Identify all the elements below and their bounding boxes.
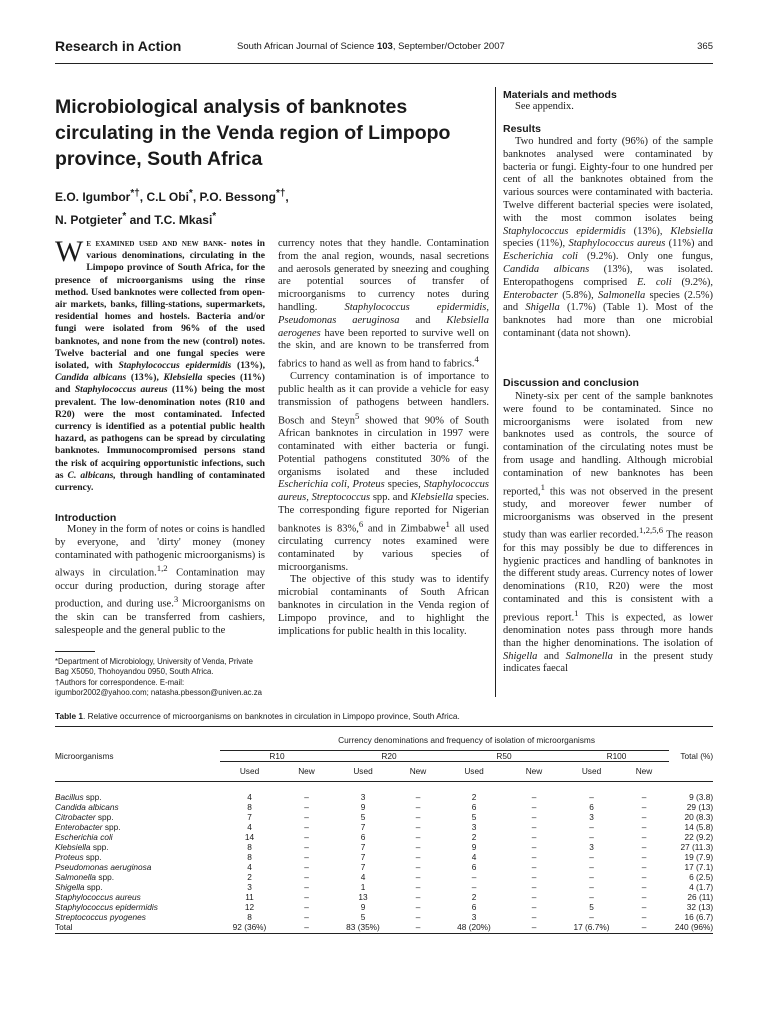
count-cell: – bbox=[304, 821, 309, 832]
count-cell: 17 (6.7%) bbox=[573, 921, 610, 932]
count-cell: – bbox=[415, 891, 421, 902]
footnotes bbox=[55, 657, 265, 699]
count-cell: 4 bbox=[471, 851, 477, 862]
count-cell: – bbox=[415, 911, 421, 922]
total-cell: 16 (6.7) bbox=[684, 911, 714, 922]
count-cell: 4 bbox=[360, 871, 366, 882]
count-cell: – bbox=[415, 861, 421, 872]
count-cell: 4 bbox=[247, 861, 252, 872]
drop-cap: W bbox=[55, 235, 84, 268]
count-cell: 11 bbox=[245, 891, 254, 902]
count-cell: – bbox=[531, 921, 537, 932]
count-cell: 9 bbox=[360, 801, 366, 812]
count-cell: 2 bbox=[471, 891, 477, 902]
organism-name: Klebsiella spp. bbox=[55, 841, 109, 852]
header-new: New bbox=[619, 761, 669, 781]
count-cell: 9 bbox=[471, 841, 477, 852]
count-cell: – bbox=[304, 921, 309, 932]
running-head bbox=[55, 38, 713, 58]
organism-name: Staphylococcus aureus bbox=[55, 891, 141, 902]
count-cell: – bbox=[641, 801, 647, 812]
header-used: Used bbox=[444, 761, 504, 781]
table-spanner: Currency denominations and frequency of isolation of microorganisms bbox=[338, 734, 595, 745]
count-cell: – bbox=[531, 851, 537, 862]
count-cell: – bbox=[531, 821, 537, 832]
organism-name: Citrobacter spp. bbox=[55, 811, 114, 822]
organism-name: Proteus spp. bbox=[55, 851, 102, 862]
total-cell: 19 (7.9) bbox=[684, 851, 714, 862]
count-cell: 7 bbox=[360, 821, 366, 832]
header-microorganisms: Microorganisms bbox=[55, 750, 114, 761]
count-cell: – bbox=[641, 901, 647, 912]
count-cell: – bbox=[589, 821, 594, 832]
count-cell: – bbox=[304, 851, 309, 862]
count-cell: – bbox=[415, 901, 421, 912]
count-cell: 6 bbox=[471, 861, 477, 872]
organism-name: Escherichia coli bbox=[55, 831, 113, 842]
journal-citation: South African Journal of Science 103, September/October 2007 bbox=[237, 41, 505, 52]
results-text: Two hundred and forty (96%) of the sample banknotes analysed were contaminated by bacteria or fungi. Eighty-four to one hundred per cent of all the banknotes obtained from the various sources were contaminated with bacteria. Twelve different bacterial species were isolated, with the most common isolates being Staphylococcus epidermidis (13%), Klebsiella species (11%), Staphylococcus aureus (11%) and Escherichia coli (9.2%). Only one fungus, Candida albicans (13%), was isolated. Enteropathogens comprised E. coli (9.2%), Enterobacter (5.8%), Salmonella species (2.5%) and Shigella (1.7%) (Table 1). Most of the banknotes had more than one microbial contaminant (data not shown). bbox=[503, 136, 714, 339]
count-cell: 5 bbox=[589, 901, 594, 912]
count-cell: – bbox=[415, 841, 421, 852]
organism-name: Shigella spp. bbox=[55, 881, 103, 892]
count-cell: – bbox=[304, 811, 309, 822]
header-r50: R50 bbox=[444, 750, 564, 761]
count-cell: 8 bbox=[247, 801, 252, 812]
count-cell: – bbox=[641, 831, 647, 842]
count-cell: 3 bbox=[360, 791, 366, 802]
count-cell: – bbox=[589, 791, 594, 802]
count-cell: 5 bbox=[360, 811, 366, 822]
count-cell: 4 bbox=[247, 821, 252, 832]
organism-name: Salmonella spp. bbox=[55, 871, 115, 882]
count-cell: – bbox=[531, 901, 537, 912]
count-cell: 14 bbox=[244, 831, 255, 842]
count-cell: – bbox=[304, 861, 309, 872]
organism-name: Candida albicans bbox=[55, 801, 119, 812]
count-cell: – bbox=[641, 871, 647, 882]
count-cell: – bbox=[641, 921, 647, 932]
header-used: Used bbox=[334, 761, 392, 781]
table-row bbox=[55, 892, 713, 902]
article-title: Microbiological analysis of banknotes circulating in the Venda region of Limpopo province, South Africa bbox=[55, 96, 451, 170]
count-cell: – bbox=[531, 891, 537, 902]
count-cell: – bbox=[531, 881, 537, 892]
count-cell: – bbox=[641, 821, 647, 832]
count-cell: 2 bbox=[471, 791, 477, 802]
count-cell: 6 bbox=[471, 901, 477, 912]
total-cell: 22 (9.2) bbox=[684, 831, 714, 842]
table-row bbox=[55, 862, 713, 872]
count-cell: – bbox=[304, 891, 309, 902]
data-table bbox=[55, 730, 713, 934]
total-cell: 32 (13) bbox=[686, 901, 714, 912]
count-cell: – bbox=[531, 911, 537, 922]
count-cell: – bbox=[415, 821, 421, 832]
table-row bbox=[55, 842, 713, 852]
count-cell: – bbox=[589, 911, 594, 922]
total-cell: 20 (8.3) bbox=[684, 811, 714, 822]
organism-name: Staphylococcus epidermidis bbox=[55, 901, 158, 912]
count-cell: 7 bbox=[360, 861, 366, 872]
count-cell: – bbox=[531, 811, 537, 822]
count-cell: – bbox=[589, 851, 594, 862]
count-cell: 8 bbox=[247, 911, 252, 922]
count-cell: – bbox=[589, 881, 594, 892]
header-used: Used bbox=[220, 761, 279, 781]
count-cell: 3 bbox=[589, 811, 594, 822]
count-cell: 7 bbox=[360, 841, 366, 852]
count-cell: – bbox=[304, 831, 309, 842]
count-cell: 3 bbox=[471, 911, 477, 922]
count-cell: 8 bbox=[247, 851, 252, 862]
discussion-text: Ninety-six per cent of the sample banknotes were found to be contaminated. Since no microorganisms were isolated from new banknotes used as controls, the source of contamination of the circulating notes must be from usage and handling. Although microbial contamination of new banknotes has been reported,$^1$ this was not observed in the present study, and moreover fewer number of microorganisms was observed in the present study than was earlier recorded.$^{1,2,5,6}$ The reason for this may possibly be due to differences in hygienic practices and handling of banknotes in the different study areas. Currency notes of lower denominations (R10, R20) were the most contaminated and this is consistent with a previous report.$^1$ This is expected, as lower denomination notes pass through more hands than the higher denominations. The isolation of Shigella and Salmonella in the present study indicates faecal bbox=[503, 391, 713, 675]
introduction-heading: Introduction bbox=[55, 512, 117, 524]
column-divider bbox=[495, 87, 496, 697]
count-cell: – bbox=[304, 871, 309, 882]
total-cell: 14 (5.8) bbox=[684, 821, 714, 832]
page-number: 365 bbox=[697, 41, 713, 52]
body-column-2: currency notes that they handle. Contamination from the anal region, wounds, nasal secretions and aerosols generated by sneezing and coughing are potential sources of transfer of microorganisms to currency notes during handling. Staphylococcus epidermidis, Pseudomonas aeruginosa and Klebsiella aerogenes have been reported to survive well on the skin, and are known to be transferred from fabrics to hand as well as from hand to fabrics.$^4$ Currency contamination is of importance to public health as it can provide a vehicle for easy transmission of pathogens between handlers. Bosch and Steyn$^5$ showed that 90% of South African banknotes in circulation in 1997 were contaminated with either bacteria or fungi. Potential pathogens constituted 30% of the organisms isolated and these included Escherichia coli, Proteus species, Staphylococcus aureus, Streptococcus spp. and Klebsiella species. The corresponding figure reported for Nigerian banknotes is 83%,$^6$ and in Zimbabwe$^1$ all used circulating currency notes examined were contaminated by various species of microorganisms. The objective of this study was to identify microbial contaminants of South African banknotes in circulation in the Venda region of Limpopo province, and to highlight the implications for public health in this locality. bbox=[278, 238, 490, 637]
count-cell: – bbox=[415, 801, 421, 812]
table-row bbox=[55, 902, 713, 912]
count-cell: 3 bbox=[589, 841, 594, 852]
section-label: Research in Action bbox=[55, 38, 182, 54]
count-cell: 5 bbox=[471, 811, 477, 822]
count-cell: 5 bbox=[360, 911, 366, 922]
organism-name: Streptococcus pyogenes bbox=[55, 911, 146, 922]
count-cell: 48 (20%) bbox=[457, 921, 491, 932]
count-cell: – bbox=[304, 911, 309, 922]
organism-name: Bacillus spp. bbox=[55, 791, 102, 802]
table-row bbox=[55, 912, 713, 922]
total-label: Total bbox=[55, 921, 73, 932]
table-row bbox=[55, 852, 713, 862]
table-bottom-rule bbox=[55, 933, 713, 934]
table-row bbox=[55, 792, 713, 802]
count-cell: – bbox=[304, 791, 309, 802]
correspondence-note: †Authors for correspondence. E-mail: igumbor2002@yahoo.com; natasha.pbesson@univen.ac.za bbox=[55, 678, 262, 697]
total-cell: 4 (1.7) bbox=[689, 881, 714, 892]
table-row bbox=[55, 802, 713, 812]
count-cell: – bbox=[589, 891, 594, 902]
count-cell: 13 bbox=[358, 891, 368, 902]
abstract: We examined used and new bank- notes in various denominations, circulating in the Limpopo province of South Africa, for the presence of microorganisms using the rinse method. Used banknotes were collected from open-air markets, banks, filling-stations, supermarkets, residential homes and hostels. Bacteria and/or fungi were isolated from 96% of the used banknotes, and none from the new (control) notes. Twelve bacterial and one fungal species were isolated, with Staphylococcus epidermidis (13%), Candida albicans (13%), Klebsiella species (11%) and Staphylococcus aureus (11%) being the most prevalent. The low-denomination notes (R10 and R20) were the most contaminated. Infected currency is identified as a potential public health hazard, as pathogens can be spread by circulating banknotes. Immunocompromised persons stand the risk of acquiring opportunistic infections, such as C. albicans, through handling of contaminated currency. bbox=[55, 235, 266, 494]
count-cell: – bbox=[304, 881, 309, 892]
count-cell: – bbox=[531, 861, 537, 872]
footnote-rule bbox=[55, 651, 95, 652]
affiliation-note: *Department of Microbiology, University of Venda, Private Bag X5050, Thohoyandou 0950, South Africa. bbox=[55, 657, 253, 676]
count-cell: 83 (35%) bbox=[346, 921, 380, 932]
count-cell: – bbox=[531, 831, 537, 842]
header-new: New bbox=[504, 761, 564, 781]
header-new: New bbox=[279, 761, 334, 781]
count-cell: 92 (36%) bbox=[232, 921, 267, 932]
count-cell: – bbox=[589, 861, 594, 872]
count-cell: – bbox=[304, 801, 309, 812]
count-cell: – bbox=[531, 841, 537, 852]
count-cell: – bbox=[415, 811, 421, 822]
count-cell: – bbox=[415, 921, 421, 932]
total-cell: 17 (7.1) bbox=[684, 861, 714, 872]
results-heading: Results bbox=[503, 123, 541, 135]
table-row bbox=[55, 832, 713, 842]
table-row bbox=[55, 872, 713, 882]
methods-heading: Materials and methods bbox=[503, 89, 617, 101]
count-cell: – bbox=[641, 861, 647, 872]
count-cell: – bbox=[304, 901, 309, 912]
count-cell: – bbox=[471, 871, 477, 882]
count-cell: – bbox=[415, 881, 421, 892]
total-cell: 29 (13) bbox=[686, 801, 714, 812]
count-cell: – bbox=[415, 791, 421, 802]
count-cell: – bbox=[641, 811, 647, 822]
header-rule bbox=[55, 63, 713, 64]
total-cell: 6 (2.5) bbox=[689, 871, 714, 882]
count-cell: 6 bbox=[589, 801, 594, 812]
count-cell: – bbox=[531, 801, 537, 812]
header-total: Total (%) bbox=[680, 750, 714, 761]
count-cell: 1 bbox=[360, 881, 366, 892]
total-cell: 26 (11) bbox=[687, 891, 714, 902]
count-cell: – bbox=[641, 851, 647, 862]
count-cell: – bbox=[471, 881, 477, 892]
count-cell: 9 bbox=[360, 901, 366, 912]
count-cell: – bbox=[641, 791, 647, 802]
total-cell: 9 (3.8) bbox=[689, 791, 714, 802]
count-cell: 3 bbox=[247, 881, 252, 892]
count-cell: – bbox=[415, 851, 421, 862]
count-cell: – bbox=[531, 871, 537, 882]
count-cell: 2 bbox=[247, 871, 252, 882]
count-cell: – bbox=[589, 871, 594, 882]
table-total-row bbox=[55, 922, 713, 932]
count-cell: 6 bbox=[471, 801, 477, 812]
count-cell: – bbox=[531, 791, 537, 802]
count-cell: 3 bbox=[471, 821, 477, 832]
header-r10: R10 bbox=[220, 750, 334, 761]
count-cell: – bbox=[641, 881, 647, 892]
table-row bbox=[55, 882, 713, 892]
header-r20: R20 bbox=[334, 750, 444, 761]
header-new: New bbox=[392, 761, 444, 781]
count-cell: 7 bbox=[360, 851, 366, 862]
count-cell: – bbox=[304, 841, 309, 852]
count-cell: – bbox=[641, 891, 647, 902]
count-cell: – bbox=[641, 841, 647, 852]
table-row bbox=[55, 812, 713, 822]
introduction-text: Money in the form of notes or coins is handled by everyone, and 'dirty' money (money contaminated with pathogenic microorganisms) is always in circulation.$^{1,2}$ Contamination may occur during production, during storage after production, and during use.$^3$ Microorganisms on the skin can be transferred from cashiers, salespeople and the general public to the bbox=[55, 524, 266, 636]
count-cell: 7 bbox=[247, 811, 252, 822]
table-body bbox=[55, 792, 713, 932]
table-caption: Table 1. Relative occurrence of microorganisms on banknotes in circulation in Limpopo province, South Africa. bbox=[55, 711, 460, 721]
total-cell: 240 (96%) bbox=[674, 921, 714, 932]
count-cell: – bbox=[415, 871, 421, 882]
count-cell: 4 bbox=[247, 791, 252, 802]
count-cell: – bbox=[589, 831, 594, 842]
total-cell: 27 (11.3) bbox=[680, 841, 714, 852]
count-cell: 6 bbox=[360, 831, 366, 842]
table-row bbox=[55, 822, 713, 832]
discussion-heading: Discussion and conclusion bbox=[503, 377, 639, 389]
author-list: E.O. Igumbor*†, C.L Obi*, P.O. Bessong*†, N. Potgieter* and T.C. Mkasi* bbox=[55, 188, 289, 227]
header-r100: R100 bbox=[564, 750, 669, 761]
count-cell: 8 bbox=[247, 841, 252, 852]
count-cell: 2 bbox=[471, 831, 477, 842]
methods-text: See appendix. bbox=[515, 101, 574, 112]
count-cell: – bbox=[641, 911, 647, 922]
header-used: Used bbox=[564, 761, 619, 781]
table-top-rule bbox=[55, 726, 713, 727]
count-cell: 12 bbox=[244, 901, 255, 912]
organism-name: Enterobacter spp. bbox=[55, 821, 121, 832]
organism-name: Pseudomonas aeruginosa bbox=[55, 861, 152, 872]
count-cell: – bbox=[415, 831, 421, 842]
